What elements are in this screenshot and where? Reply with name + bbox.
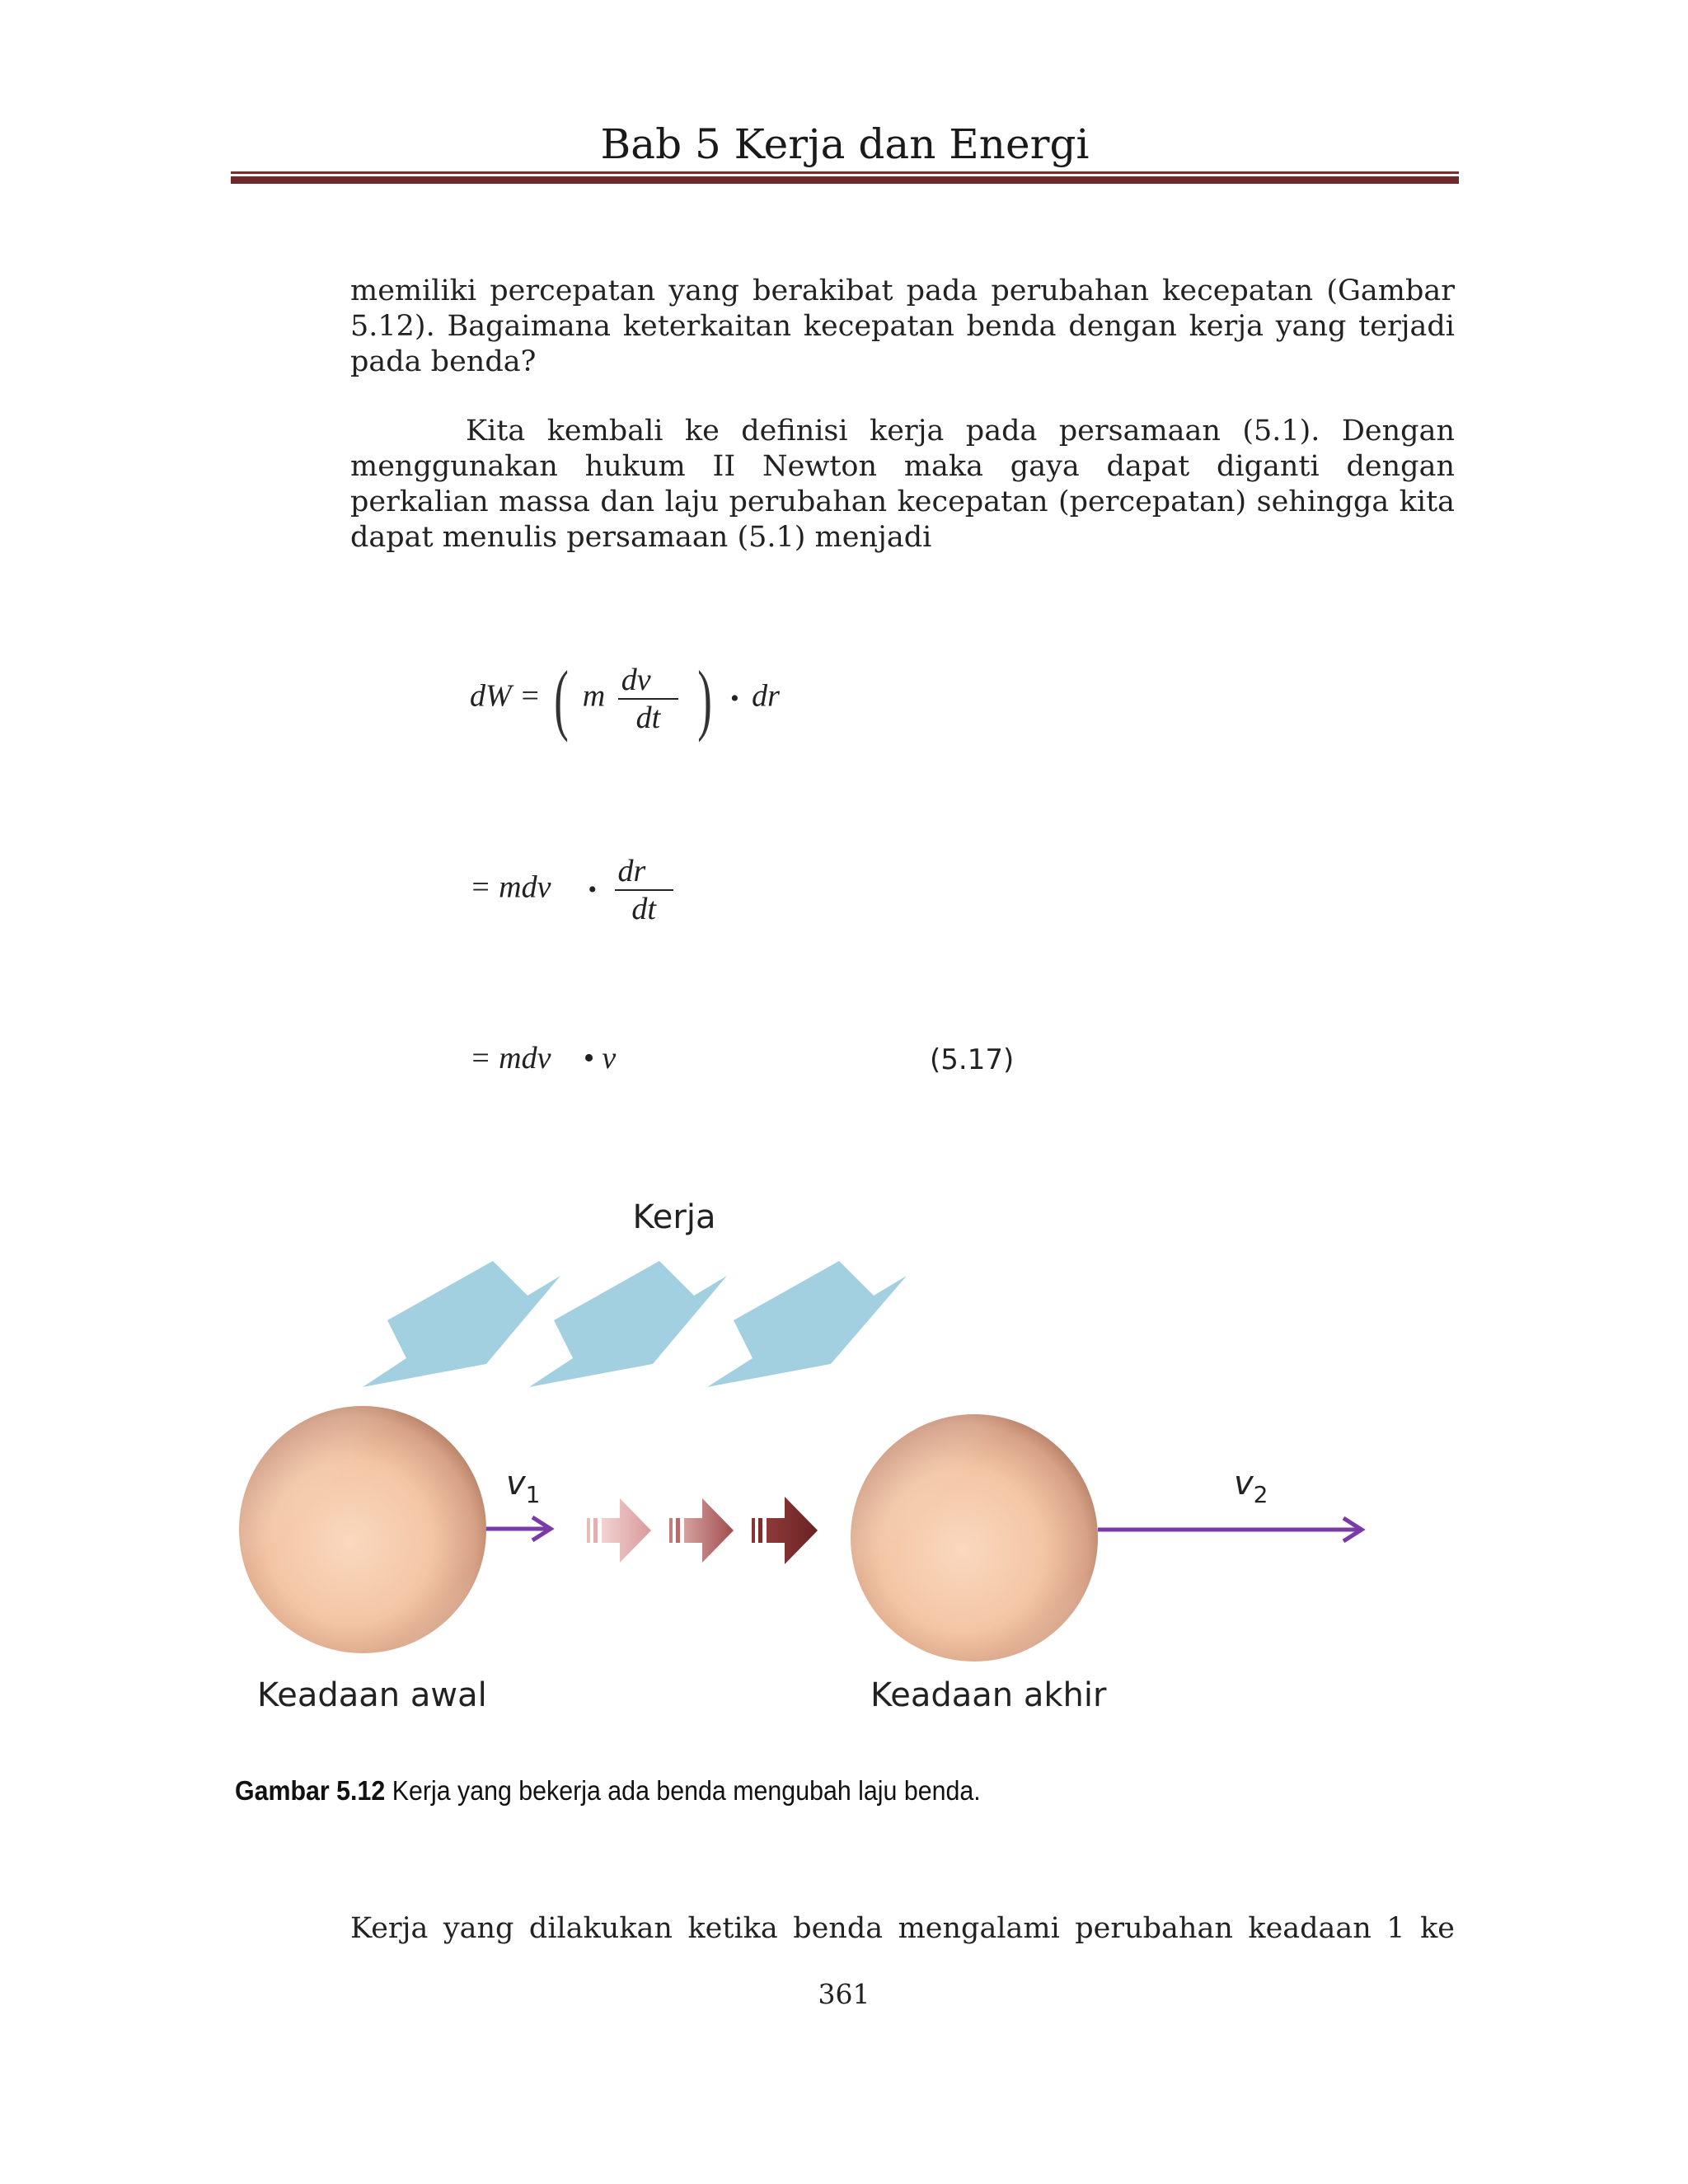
- eq1-close-paren: ): [696, 654, 712, 743]
- transition-arrows: [587, 1497, 818, 1564]
- equation-number: (5.17): [930, 1043, 1015, 1076]
- transition-arrow-2: [669, 1498, 734, 1563]
- work-label: Kerja: [632, 1198, 716, 1236]
- transition-arrow-3: [752, 1497, 818, 1564]
- eq1-numerator: dv⃗: [618, 662, 678, 700]
- eq1-open-paren: (: [554, 654, 570, 743]
- v2-label: $v_2$: [1234, 1465, 1268, 1508]
- velocity-arrow-v2: [1098, 1518, 1362, 1541]
- work-arrow-2: [529, 1261, 727, 1387]
- eq1-m: m: [582, 678, 606, 714]
- eq1-rhs: dr⃗: [752, 678, 804, 714]
- equation-line-3: = mdv⃗ • v⃗: [470, 1041, 640, 1076]
- paragraph-1: memiliki percepatan yang berakibat pada perubahan kecepatan (Gambar 5.12). Bagaimana keterkaitan kecepatan benda dengan kerja yang terjadi pada benda?: [350, 274, 1455, 378]
- paragraph-2: Kita kembali ke definisi kerja pada persamaan (5.1). Dengan menggunakan hukum II Newton maka gaya dapat diganti dengan perkalian massa dan laju perubahan kecepatan (percepatan) sehingga kita dapat menulis persamaan (5.1) menjadi: [350, 415, 1455, 554]
- eq1-denominator: dt: [635, 701, 661, 735]
- eq2-dot-operator: •: [588, 876, 598, 903]
- work-arrow-1: [363, 1261, 560, 1387]
- work-arrow-3: [707, 1261, 907, 1387]
- initial-ball: [239, 1406, 486, 1653]
- work-arrows: [363, 1261, 907, 1387]
- paragraph-3-first-line: Kerja yang dilakukan ketika benda mengalami perubahan keadaan 1 ke: [350, 1912, 1455, 1945]
- transition-arrow-1: [587, 1498, 651, 1563]
- velocity-arrow-v1: [486, 1517, 551, 1540]
- chapter-title: Bab 5 Kerja dan Energi: [600, 120, 1090, 168]
- caption-label: Gambar 5.12: [235, 1775, 386, 1806]
- final-state-label: Keadaan akhir: [870, 1676, 1107, 1714]
- eq1-lhs: dW =: [470, 678, 541, 714]
- eq2-denominator: dt: [631, 892, 656, 926]
- eq1-dot-operator: •: [730, 685, 739, 712]
- initial-state-label: Keadaan awal: [257, 1676, 487, 1714]
- caption-text: Kerja yang bekerja ada benda mengubah laju benda.: [385, 1775, 981, 1806]
- page-number: 361: [818, 1978, 870, 2010]
- figure-caption: [235, 1775, 981, 1807]
- eq2-numerator: dr⃗: [615, 853, 673, 891]
- v1-label: $v_1$: [506, 1465, 541, 1508]
- final-ball: [851, 1414, 1098, 1661]
- eq2-lhs: = mdv⃗: [470, 869, 576, 905]
